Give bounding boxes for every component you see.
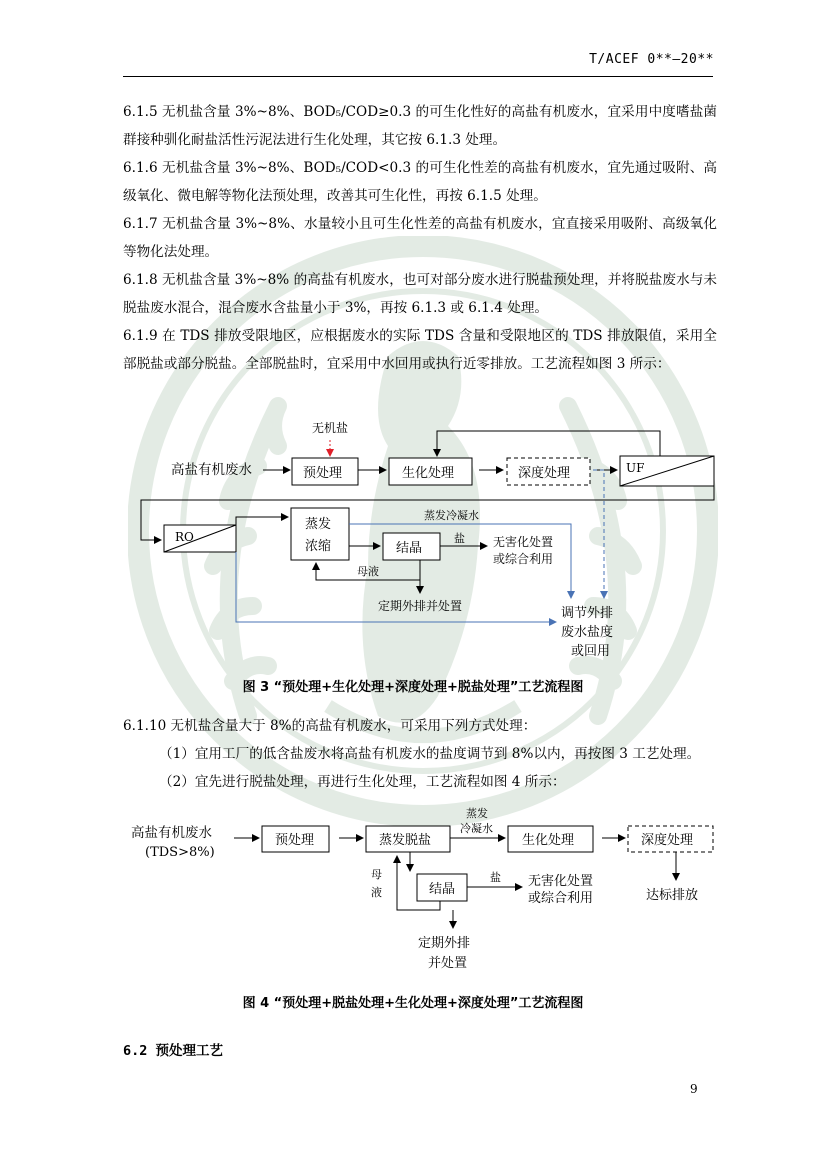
label-crystallization: 结晶: [396, 541, 423, 556]
label-evap-2: 浓缩: [305, 539, 332, 554]
label-pretreatment-4: 预处理: [275, 833, 315, 848]
page-number: 9: [690, 1082, 698, 1096]
label-input-2: (TDS>8%): [145, 845, 215, 860]
figure-3-caption: 图 3 “预处理+生化处理+深度处理+脱盐处理”工艺流程图: [242, 680, 584, 695]
label-regulate-1: 调节外排: [561, 606, 614, 621]
label-periodic-discharge: 定期外排并处置: [378, 599, 463, 613]
label-ro: RO: [175, 530, 194, 544]
label-harmless-4-2: 或综合利用: [528, 891, 594, 906]
figure-4-caption: 图 4 “预处理+脱盐处理+生化处理+深度处理”工艺流程图: [242, 996, 584, 1011]
label-salt-4: 盐: [490, 871, 501, 884]
paragraph-6-1-5: 6.1.5 无机盐含量 3%~8%、BOD₅/COD≥0.3 的可生化性好的高盐有机废水，宜采用中度嗜盐菌群接种驯化耐盐活性污泥法进行生化处理，其它按 6.1.3 处理。: [123, 104, 717, 148]
label-mother-2: 液: [371, 886, 382, 899]
label-mother-liquor: 母液: [357, 565, 379, 578]
paragraph-6-1-6: 6.1.6 无机盐含量 3%~8%、BOD₅/COD<0.3 的可生化性差的高盐有机废水，宜先通过吸附、高级氧化、微电解等物化法预处理，改善其可生化性，再按 6.1.5 处理。: [123, 160, 717, 204]
label-discharge-standard: 达标排放: [646, 888, 699, 903]
label-condensate: 蒸发冷凝水: [424, 509, 479, 522]
label-crystallization-4: 结晶: [429, 882, 456, 897]
label-harmless-2: 或综合利用: [493, 552, 554, 566]
label-evap-1: 蒸发: [305, 517, 332, 532]
label-advanced-4: 深度处理: [641, 833, 694, 848]
label-periodic-4-2: 并处置: [428, 956, 468, 971]
label-input-1: 高盐有机废水: [131, 825, 212, 841]
label-harmless-4-1: 无害化处置: [528, 874, 594, 889]
paragraph-6-1-10: 6.1.10 无机盐含量大于 8%的高盐有机废水，可采用下列方式处理：: [123, 718, 537, 734]
list-item-2: （2）宜先进行脱盐处理，再进行生化处理，工艺流程如图 4 所示：: [159, 774, 566, 790]
label-periodic-4-1: 定期外排: [418, 936, 471, 951]
paragraph-6-1-9: 6.1.9 在 TDS 排放受限地区，应根据废水的实际 TDS 含量和受限地区的 TDS 排放限值，采用全部脱盐或部分脱盐。全部脱盐时，宜采用中水回用或执行近零排放。工艺流程如图 3 所示：: [123, 328, 717, 372]
label-pretreatment: 预处理: [303, 466, 343, 481]
label-biochemical: 生化处理: [402, 466, 455, 481]
label-regulate-3: 或回用: [571, 644, 611, 659]
label-biochemical-4: 生化处理: [522, 833, 575, 848]
label-regulate-2: 废水盐度: [561, 625, 614, 640]
label-salt: 盐: [454, 532, 465, 545]
label-condensate-2: 冷凝水: [460, 822, 493, 835]
label-inorganic-salt: 无机盐: [312, 421, 349, 435]
label-condensate-1: 蒸发: [466, 807, 488, 820]
label-harmless-1: 无害化处置: [493, 535, 554, 549]
section-heading-6-2: 6.2 预处理工艺: [123, 1043, 224, 1059]
label-advanced: 深度处理: [518, 466, 571, 481]
label-input-wastewater: 高盐有机废水: [171, 462, 252, 478]
label-evap-desalt: 蒸发脱盐: [379, 833, 432, 848]
document-code: T/ACEF 0**—20**: [589, 52, 714, 67]
paragraph-6-1-7: 6.1.7 无机盐含量 3%~8%、水量较小且可生化性差的高盐有机废水，宜直接采用吸附、高级氧化等物化法处理。: [123, 216, 717, 260]
paragraph-6-1-8: 6.1.8 无机盐含量 3%~8% 的高盐有机废水，也可对部分废水进行脱盐预处理，并将脱盐废水与未脱盐废水混合，混合废水含盐量小于 3%，再按 6.1.3 或 6.1.4 处理。: [123, 272, 717, 316]
label-mother-1: 母: [371, 868, 382, 881]
list-item-1: （1）宜用工厂的低含盐废水将高盐有机废水的盐度调节到 8%以内，再按图 3 工艺处理。: [159, 746, 701, 762]
label-uf: UF: [626, 461, 645, 475]
